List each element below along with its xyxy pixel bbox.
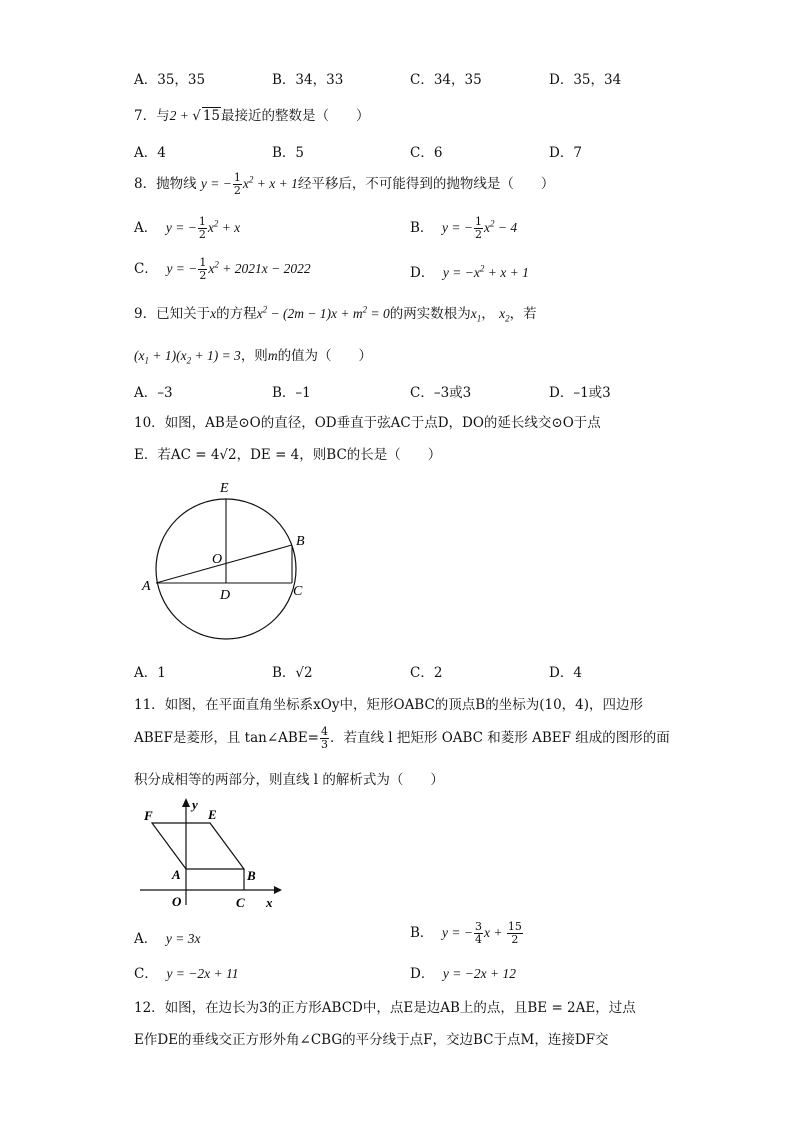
q7-option-a: A．4 [134, 145, 166, 161]
q6-option-a: A．35，35 [134, 72, 206, 88]
q12-stem-line1: 12．如图，在边长为3的正方形ABCD中，点E是边AB上的点，且BE = 2AE，过点 [134, 1000, 636, 1016]
q11-rectangle [186, 869, 244, 890]
q9-stem-line1: 9．已知关于x的方程$x^2 - (2m - 1)x + m^2 = 0$的两实数根为$x_1$， $x_2$，若 [134, 304, 537, 324]
q11-option-a: A． y = 3x [134, 931, 201, 947]
q10-label-C: C [293, 584, 303, 599]
q11-option-c: C． y = −2x + 11 [134, 966, 239, 982]
q9-stem-line2: $(x_1 + 1)(x_2 + 1) = 3$，则m的值为（ ） [134, 348, 373, 366]
q7-option-c: C．6 [410, 145, 443, 161]
q10-label-D: D [220, 588, 231, 603]
q10-option-d: D．4 [549, 665, 582, 681]
q9-option-a: A．–3 [134, 385, 173, 401]
q12-stem-line2: E作DE的垂线交正方形外角∠CBG的平分线于点F，交边BC于点M，连接DF交 [134, 1032, 609, 1048]
q9-option-d: D．–1或3 [549, 385, 611, 401]
q11-option-d: D． y = −2x + 12 [410, 966, 516, 982]
q11-x-arrow [274, 886, 282, 894]
q11-stem-line3: 积分成相等的两部分，则直线 l 的解析式为（ ） [134, 772, 444, 788]
q10-label-A: A [142, 579, 151, 594]
q10-line-AB [156, 545, 292, 583]
q11-label-A: A [172, 867, 181, 882]
q11-label-B: B [247, 868, 256, 883]
q6-option-c: C．34，35 [410, 72, 482, 88]
q7-stem: 7．与2 + √ 15最接近的整数是（ ） [134, 108, 370, 124]
q9-option-b: B．–1 [272, 385, 311, 401]
q8-option-c: C． y = − $\frac{1}{2}$ $x^2 + 2021x - 2022$ [134, 256, 311, 282]
q10-option-a: A．1 [134, 665, 166, 681]
q7-option-d: D．7 [549, 145, 582, 161]
q6-option-d: D．35，34 [549, 72, 622, 88]
q11-stem-line1: 11．如图，在平面直角坐标系xOy中，矩形OABC的顶点B的坐标为(10，4)，四边形 [134, 697, 644, 713]
q11-coordinate-figure [138, 795, 288, 915]
q11-label-E: E [208, 807, 217, 822]
q11-label-F: F [144, 808, 153, 823]
q8-option-b: B． y = − $\frac{1}{2}$ $x^2 - 4$ [410, 215, 518, 241]
q10-label-E: E [220, 481, 229, 496]
q10-stem-line1: 10．如图，AB是⊙O的直径，OD垂直于弦AC于点D，DO的延长线交⊙O于点 [134, 415, 601, 431]
q11-label-C: C [236, 895, 245, 910]
q10-label-B: B [296, 534, 305, 549]
q11-rhombus [152, 823, 244, 869]
q10-label-O: O [212, 552, 223, 567]
q8-option-d: D． $y = -x^2 + x + 1$ [410, 263, 529, 281]
q8-option-a: A． y = − $\frac{1}{2}$ $x^2 + x$ [134, 215, 241, 241]
q10-option-c: C．2 [410, 665, 443, 681]
q10-option-b: B．√2 [272, 665, 313, 681]
q11-label-x: x [266, 895, 273, 910]
q11-y-arrow [182, 798, 190, 807]
q11-stem-line2: ABEF是菱形，且 tan∠ABE= $\frac{4}{3}$ ．若直线 l 把矩形 OABC 和菱形 ABEF 组成的图形的面 [134, 725, 670, 751]
q11-option-b: B． y = − $\frac{3}{4}$ x + $\frac{15}{2}$ [410, 920, 522, 946]
q10-stem-line2: E．若AC = 4√2，DE = 4，则BC的长是（ ） [134, 447, 442, 463]
q8-stem: 8．抛物线 y = − $\frac{1}{2}$ $x^2 + x + 1$经平移后，不可能得到的抛物线是（ ） [134, 171, 555, 197]
q11-label-O: O [172, 894, 182, 909]
q9-option-c: C．–3或3 [410, 385, 472, 401]
q6-option-b: B．34，33 [272, 72, 344, 88]
q11-label-y: y [192, 797, 198, 812]
q7-option-b: B．5 [272, 145, 305, 161]
q10-circle-figure [140, 475, 320, 655]
